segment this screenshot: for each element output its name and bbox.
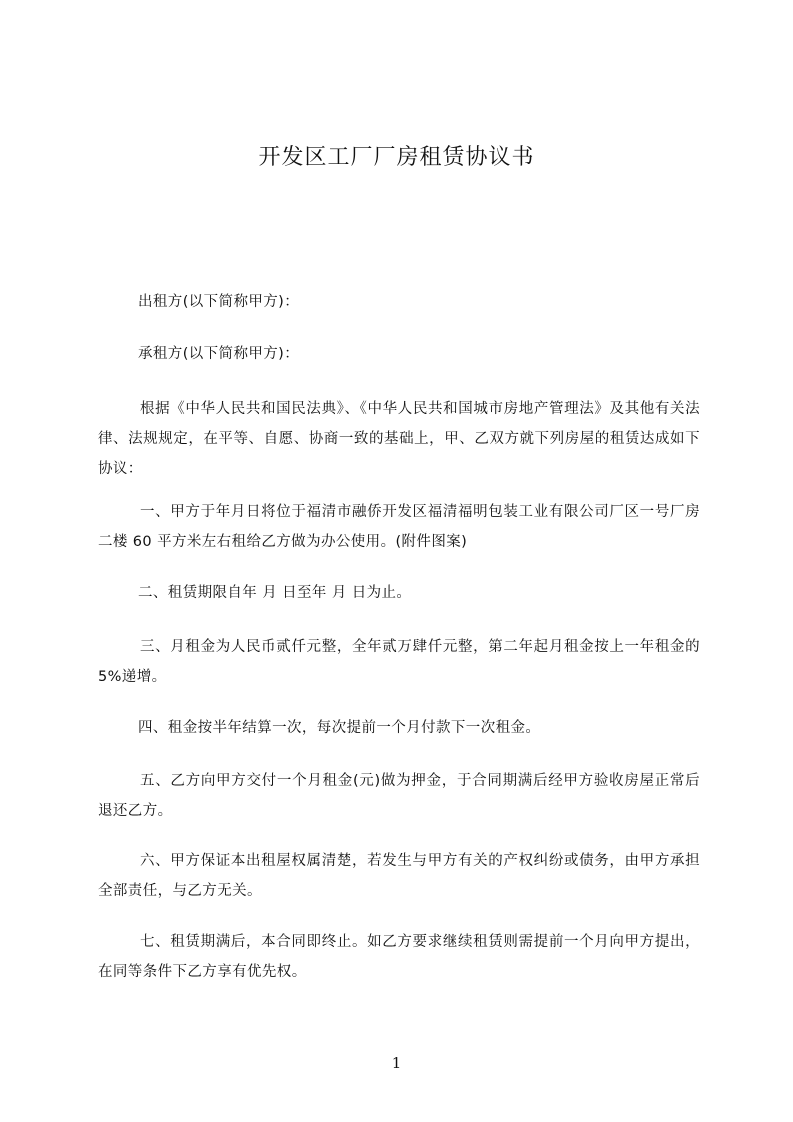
paragraph-lessor: 出租方(以下简称甲方)： <box>138 294 300 310</box>
paragraph-clause-1: 一、甲方于年月日将位于福清市融侨开发区福清福明包装工业有限公司厂区一号厂房二楼 60 平方米左右租给乙方做为办公使用。(附件图案) <box>98 504 700 550</box>
page-number: 1 <box>391 1054 402 1072</box>
paragraph-clause-2: 二、租赁期限自年 月 日至年 月 日为止。 <box>138 585 412 601</box>
paragraph-clause-3: 三、月租金为人民币贰仟元整，全年贰万肆仟元整，第二年起月租金按上一年租金的 5%递增。 <box>98 639 700 685</box>
paragraph-clause-4: 四、租金按半年结算一次，每次提前一个月付款下一次租金。 <box>138 720 541 736</box>
paragraph-clause-5: 五、乙方向甲方交付一个月租金(元)做为押金，于合同期满后经甲方验收房屋正常后退还乙方。 <box>98 773 700 819</box>
document-title: 开发区工厂厂房租赁协议书 <box>258 145 535 170</box>
paragraph-clause-7: 七、租赁期满后，本合同即终止。如乙方要求继续租赁则需提前一个月向甲方提出，在同等条件下乙方享有优先权。 <box>98 934 700 980</box>
paragraph-lessee: 承租方(以下简称甲方)： <box>138 346 300 362</box>
paragraph-preamble: 根据《中华人民共和国民法典》、《中华人民共和国城市房地产管理法》及其他有关法律、法规规定，在平等、自愿、协商一致的基础上，甲、乙双方就下列房屋的租赁达成如下协议： <box>98 401 700 477</box>
paragraph-clause-6: 六、甲方保证本出租屋权属清楚，若发生与甲方有关的产权纠纷或债务，由甲方承担全部责任，与乙方无关。 <box>98 853 700 899</box>
